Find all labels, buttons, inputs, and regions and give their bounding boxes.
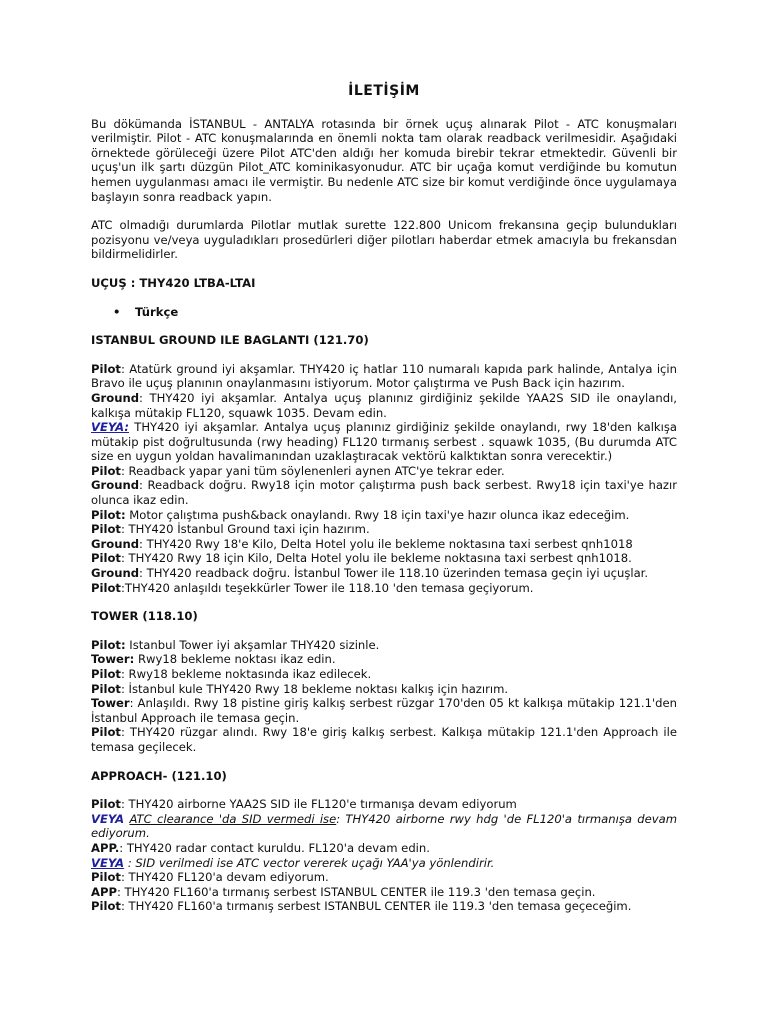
utterance: : Rwy18 bekleme noktasında ikaz edilecek. — [120, 667, 372, 681]
speaker: Pilot — [91, 725, 121, 740]
speaker: Pilot — [91, 522, 121, 537]
dialogue-line — [91, 638, 677, 653]
utterance: : THY420 Rwy 18'e Kilo, Delta Hotel yolu ile bekleme noktasına taxi serbest qnh1018 — [139, 536, 633, 551]
speaker: Tower: — [91, 652, 135, 667]
utterance: : Anlaşıldı. Rwy 18 pistine giriş kalkış serbest rüzgar 170'den 05 kt kalkışa mütakip 121.1'den İstanbul Approach ile temasa geçin. — [91, 696, 677, 725]
dialogue-line — [91, 725, 677, 754]
dialogue-line — [91, 551, 677, 566]
utterance: : THY420 rüzgar alındı. Rwy 18'e giriş kalkış serbest. Kalkışa mütakip 121.1'den Approach ile temasa geçilecek. — [91, 725, 677, 754]
utterance: : Atatürk ground iyi akşamlar. THY420 iç hatlar 110 numaralı kapıda park halinde, Antalya için Bravo ile uçuş planının onaylanmasını istiyorum. Motor çalıştırma ve Push Back için hazırım. — [91, 361, 677, 391]
dialogue-line — [91, 581, 677, 596]
dialogue-line — [91, 420, 677, 464]
dialogue-line — [91, 537, 677, 552]
speaker: Pilot — [91, 797, 121, 812]
utterance: : İstanbul kule THY420 Rwy 18 bekleme noktası kalkış için hazırım. — [120, 681, 509, 696]
alternative-marker: VEYA: — [91, 420, 130, 435]
dialogue-line — [91, 652, 677, 667]
speaker: Pilot — [91, 899, 121, 914]
approach-heading: APPROACH- (121.10) — [91, 768, 227, 783]
utterance: : THY420 İstanbul Ground taxi için hazırım. — [120, 522, 370, 537]
utterance: Istanbul Tower iyi akşamlar THY420 sizinle. — [125, 637, 380, 652]
dialogue-line — [91, 841, 677, 856]
speaker: Tower — [91, 696, 130, 711]
speaker: Pilot — [91, 580, 121, 595]
intro-paragraph-1: Bu dökümanda İSTANBUL - ANTALYA rotasında bir örnek uçuş alınarak Pilot - ATC konuşmaları verilmiştir. Pilot - ATC konuşmalarında en önemli nokta tam olarak readback verilmesidir. Aşağıdaki örnektede görüleceği üzere Pilot ATC'den aldığı her komuda birebir tekrar etmektedir. Güvenli bir uçuş'un ilk şartı düzgün Pilot_ATC kominikasyonudur. ATC bir uçağa komut verdiğinde bu komutun hemen uygulanması amacı ile vermiştir. Bu nedenle ATC size bir komut verdiğinde önce uygulamaya başlayın sonra readback yapın. — [91, 116, 677, 204]
utterance: : Readback doğru. Rwy18 için motor çalıştırma push back serbest. Rwy18 için taxi'ye hazır olunca ikaz edin. — [91, 478, 677, 508]
dialogue-line — [91, 391, 677, 420]
language-label: Türkçe — [135, 304, 179, 319]
dialogue-line — [91, 478, 677, 507]
speaker: Ground — [91, 566, 140, 581]
alternative-marker: VEYA — [91, 855, 125, 870]
utterance: : SID verilmedi ise ATC vector vererek uçağı YAA'ya yönlendirir. — [124, 855, 495, 870]
condition-note: ATC clearance 'da SID vermedi ise — [129, 811, 337, 826]
utterance: :THY420 anlaşıldı teşekkürler Tower ile 118.10 'den temasa geçiyorum. — [120, 580, 534, 595]
dialogue-line — [91, 566, 677, 581]
dialogue-line — [91, 696, 677, 725]
utterance: : THY420 readback doğru. İstanbul Tower ile 118.10 üzerinden temasa geçin iyi uçuşlar. — [139, 566, 649, 581]
dialogue-line — [91, 508, 677, 523]
speaker: APP — [91, 884, 117, 899]
bullet-icon: • — [113, 304, 121, 319]
utterance: : THY420 airborne YAA2S SID ile FL120'e tırmanışa devam ediyorum — [120, 797, 517, 812]
utterance: : THY420 FL160'a tırmanış serbest ISTANBUL CENTER ile 119.3 'den temasa geçin. — [116, 884, 596, 899]
dialogue-line — [91, 682, 677, 697]
speaker: Ground — [91, 390, 140, 405]
speaker: Ground — [91, 478, 140, 493]
speaker: Pilot — [91, 681, 121, 696]
utterance: : THY420 airborne rwy hdg 'de FL120'a tırmanışa devam ediyorum. — [91, 811, 677, 841]
speaker: Pilot: — [91, 507, 126, 522]
speaker: Pilot — [91, 551, 121, 566]
alternative-marker: VEYA — [91, 811, 125, 826]
dialogue-line — [91, 870, 677, 885]
dialogue-line — [91, 885, 677, 900]
ground-dialogue — [91, 362, 677, 596]
tower-heading: TOWER (118.10) — [91, 609, 198, 624]
dialogue-line — [91, 667, 677, 682]
utterance: : THY420 iyi akşamlar. Antalya uçuş planınız girdiğiniz şekilde YAA2S SID ile onaylandı, kalkışa mütakip FL120, squawk 1035. Devam edin. — [91, 390, 677, 420]
speaker: Pilot — [91, 463, 121, 478]
utterance: : THY420 FL160'a tırmanış serbest ISTANBUL CENTER ile 119.3 'den temasa geçeceğim. — [120, 899, 632, 914]
utterance: Rwy18 bekleme noktası ikaz edin. — [134, 652, 336, 667]
utterance: : THY420 FL120'a devam ediyorum. — [120, 870, 329, 885]
dialogue-line — [91, 812, 677, 841]
speaker: Pilot — [91, 667, 121, 681]
tower-dialogue — [91, 638, 677, 755]
dialogue-line — [91, 362, 677, 391]
speaker: APP. — [91, 840, 120, 855]
utterance: Motor çalıştıma push&back onaylandı. Rwy 18 için taxi'ye hazır olunca ikaz edeceğim. — [125, 507, 630, 522]
speaker: Ground — [91, 536, 140, 551]
ground-heading: ISTANBUL GROUND ILE BAGLANTI (121.70) — [91, 333, 369, 348]
flight-heading: UÇUŞ : THY420 LTBA-LTAI — [91, 275, 256, 290]
dialogue-line — [91, 899, 677, 914]
page-title: İLETİŞİM — [348, 83, 420, 99]
utterance: THY420 iyi akşamlar. Antalya uçuş planınız girdiğiniz şekilde onaylandı, rwy 18'den kalkışa mütakip pist doğrultusunda (rwy heading) FL120 tırmanış serbest . squawk 1035, (Bu durumda ATC size en uygun yoldan havalimanından uzaklaştıracak vektörü kalktıktan sonra verecektir.) — [91, 420, 677, 464]
utterance: : THY420 radar contact kuruldu. FL120'a devam edin. — [119, 840, 430, 855]
dialogue-line — [91, 797, 677, 812]
intro-paragraph-2: ATC olmadığı durumlarda Pilotlar mutlak surette 122.800 Unicom frekansına geçip bulundukları pozisyonu ve/veya uyguladıkları prosedürleri diğer pilotları haberdar etmek amacıyla bu frekansdan bildirmelidirler. — [91, 218, 677, 262]
utterance: : THY420 Rwy 18 için Kilo, Delta Hotel yolu ile bekleme noktasına taxi serbest qnh1018. — [120, 551, 632, 566]
speaker: Pilot: — [91, 637, 126, 652]
dialogue-line — [91, 522, 677, 537]
dialogue-line — [91, 856, 677, 871]
dialogue-line — [91, 464, 677, 479]
language-bullet — [91, 305, 677, 320]
approach-dialogue — [91, 797, 677, 914]
utterance: : Readback yapar yani tüm söylenenleri aynen ATC'ye tekrar eder. — [120, 463, 505, 478]
speaker: Pilot — [91, 870, 121, 885]
speaker: Pilot — [91, 361, 121, 376]
